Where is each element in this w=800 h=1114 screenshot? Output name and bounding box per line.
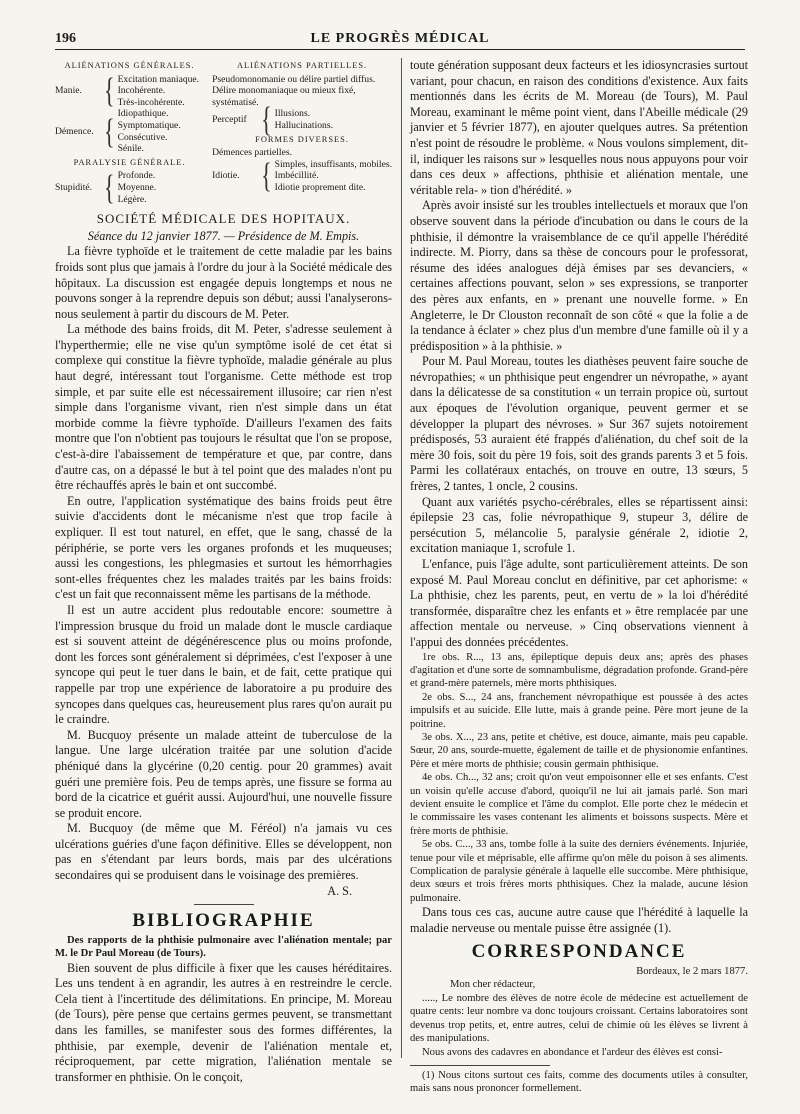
article-paragraph: M. Bucquoy (de même que M. Féréol) n'a jamais vu ces ulcérations guéries d'une façon définitive. Elles se développent, non pas en s'étendant par leurs bords, mais par des ulcérations secondaires qui se produisent dans le voisinage des premières. — [55, 821, 392, 883]
article-paragraph: Il est un autre accident plus redoutable encore: soumettre à l'impression brusque du froid un malade dont le muscle cardiaque est si souvent atteint de dégénérescence plus ou moins profonde, dont les forces sont généralement si déprimées, c'est l'exposer à une syncope qui peut le tuer dans le bain, et de fait, cette pratique qui rappelle par trop une expérience de laboratoire a pu produire des syncopes dans quelques cas, heureusement plus rares qu'on aurait pu le craindre. — [55, 602, 392, 727]
group-dementia — [55, 108, 204, 154]
classification-line: Délire monomaniaque ou mieux fixé, systématisé. — [212, 85, 356, 108]
group-item: Moyenne. — [117, 181, 157, 193]
article-paragraph: Quant aux variétés psycho-cérébrales, elles se répartissent ainsi: épilepsie 23 cas, folie névropathique 9, stupeur 3, délire de persécution 5, mélancolie 5, paralysie générale 2, idiotie 2, excitation maniaque 1, scrofule 1. — [410, 494, 748, 556]
article-paragraph: La fièvre typhoïde et le traitement de cette maladie par les bains froids sont plus que jamais à l'ordre du jour à la Société médicale des hôpitaux. La discussion est engagée depuis longtemps et nous ne pouvons songer à la reprendre depuis son début; aussi l'analyserons-nous seulement à partir du discours de M. Peter. — [55, 244, 392, 321]
group-item: Légère. — [117, 193, 147, 205]
section-title: BIBLIOGRAPHIE — [132, 910, 315, 932]
classification-heading: ALIÉNATIONS GÉNÉRALES. — [64, 61, 195, 70]
letter-paragraph: Nous avons des cadavres en abondance et l'ardeur des élèves est consi- — [422, 1046, 723, 1058]
classification-heading: PARALYSIE GÉNÉRALE. — [73, 157, 186, 167]
journal-title: LE PROGRÈS MÉDICAL — [310, 31, 490, 46]
signature: A. S. — [327, 883, 352, 898]
footnote-rule — [410, 1065, 550, 1066]
group-item: Idiotie proprement dite. — [274, 181, 366, 193]
article-paragraph: Après avoir insisté sur les troubles intellectuels et moraux que l'on observe souvent dans la période d'incubation ou dans le cours de la phthisie, il démontre la vraisemblance de ce qu'il appelle l'hérédité indirecte. M. Piorry, dans sa thèse de concours pour le professorat, résume des idées analogues déjà émises par ses devanciers, « certaines affections pouvant, selon » ses expressions, se tranporter des pères aux enfants, en » prenant une nouvelle forme. » En Angleterre, le Dr Clouston reconnaît de son côté « que la folie a de la tendance à éclater » chez plus d'un membre d'une famille où il y a prédisposition » à la phthisie. » — [410, 198, 748, 353]
divider — [194, 904, 254, 905]
group-item: Idiopathique. — [117, 108, 169, 120]
group-item: Excitation maniaque. — [117, 73, 200, 85]
classification-line: Pseudomonomanie ou délire partiel diffus. — [212, 73, 376, 85]
group-mania — [55, 70, 204, 111]
group-item: Très-incohérente. — [117, 96, 185, 108]
classification-heading: FORMES DIVERSES. — [255, 134, 349, 144]
group-item: Consécutive. — [117, 131, 168, 143]
group-name: Manie. — [55, 85, 82, 97]
group-item: Profonde. — [117, 170, 156, 182]
observation: 5e obs. C..., 33 ans, tombe folle à la suite des derniers événements. Injuriée, tenue pour vile et méprisable, elle affirme qu'on mêle du poison à ses aliments. Complication de paralysie générale à laquelle elle succombe. Mère phthisique, deux sœurs et trois frères morts phthisiques. Chez la malade, aucune lésion pulmonaire. — [410, 839, 748, 904]
brace-icon: { — [261, 155, 272, 196]
group-stupidity — [55, 166, 204, 207]
observation: 3e obs. X..., 23 ans, petite et chétive, est douce, aimante, mais peu capable. Sœur, 20 ans, sourde-muette, également de taille et de physionomie enfantines. Père et mère morts de phthisie; cousin germain phthisique. — [410, 732, 748, 770]
column-rule — [401, 58, 402, 1058]
classification-general — [55, 58, 204, 205]
brace-icon: { — [104, 110, 115, 151]
biblio-heading: Des rapports de la phthisie pulmonaire avec l'aliénation mentale; par M. le Dr Paul Moreau (de Tours). — [55, 934, 392, 960]
article-paragraph: Dans tous ces cas, aucune autre cause que l'hérédité à laquelle la maladie nerveuse ou mentale puisse être assignée (1). — [410, 905, 748, 935]
classification-partial — [212, 58, 392, 205]
letter-paragraph: ....., Le nombre des élèves de notre école de médecine est actuellement de quatre cents: leur nombre va donc toujours croissant. Certains laboratoires sont devenus trop petits, et, entre autres, celui de chimie où les élèves se livrent à des manipulations. — [410, 992, 748, 1045]
classification-heading: ALIÉNATIONS PARTIELLES. — [236, 61, 368, 70]
group-idiotie — [212, 155, 392, 196]
group-name: Stupidité. — [55, 181, 93, 193]
section-title: SOCIÉTÉ MÉDICALE DES HOPITAUX. — [96, 211, 351, 227]
group-item: Hallucinations. — [274, 119, 333, 131]
article-paragraph: Bien souvent de plus difficile à fixer que les causes héréditaires. Les uns tendent à en agrandir, les autres à en restreindre le cercle. Cela tient à l'incertitude des délimitations. En principe, M. Moreau (de Tours), père pense que certains germes peuvent, se transmettant dans les familles, se manifester sous des formes différentes, la phthisie, par exemple, devenir de l'aliénation mentale et, réciproquement, par cette migration, l'aliénation mentale se transformer en phthisie. On le conçoit, — [55, 960, 392, 1084]
section-title: CORRESPONDANCE — [471, 941, 687, 963]
right-column — [410, 58, 748, 1096]
classification-table — [55, 58, 392, 205]
page-header — [55, 31, 745, 50]
group-name: Démence. — [55, 125, 94, 137]
page-number: 196 — [55, 31, 76, 46]
group-name: Perceptif — [212, 114, 247, 126]
brace-icon: { — [261, 99, 272, 140]
article-paragraph: La méthode des bains froids, dit M. Peter, s'adresse seulement à l'hyperthermie; elle ne vise qu'un symptôme isolé de cet état si complexe qui constitue la fièvre typhoïde, maladie générale au plus haut degré, intéressant tout l'organisme. Cette méthode est trop simple, et par suite elle est nécessairement illusoire; car rien n'est simple dans l'organisme vivant, rien n'est simple dans un état morbide comme la fièvre typhoïde. D'ailleurs l'examen des faits montre que l'on n'obtient pas toujours le résultat que l'on se propose, c'est-à-dire l'abaissement de température et que, par contre, dans d'autre cas, on a dépassé le but à tel point que des malades n'ont pu être réchauffés après le bain et ont succombé. — [55, 322, 392, 493]
letter-salutation: Mon cher rédacteur, — [450, 979, 536, 991]
article-paragraph: En outre, l'application systématique des bains froids peut être suivie d'accidents dont le mécanisme n'est que trop facile à expliquer. Il est tout naturel, en effet, que le sang, chassé de la périphérie, se porte vers les organes profonds et les muqueuses; aussi les congestions, les phlegmasies et surtout les hémorrhagies sont-elles fréquentes chez les malades traités par les bains froids: c'est un fait que reconnaissent même les partisans de la méthode. — [55, 493, 392, 602]
article-paragraph: M. Bucquoy présente un malade atteint de tuberculose de la langue. Une large ulcération traitée par une solution d'acide phéniqué dans la glycérine (0,20 centig. pour 20 grammes) avait guéri une première fois. Peu de temps après, une fissure se forma au bord de la cicatrice et guérit aussi. Aujourd'hui, une nouvelle fissure se produit encore. — [55, 727, 392, 820]
observation: 1re obs. R..., 13 ans, épileptique depuis deux ans; après des phases d'agitation et d'une sorte de somnambulisme, dégradation profonde. Grand-père et grand-mère paternels, mère morts phthisiques. — [410, 651, 748, 690]
group-item: Imbécillité. — [274, 170, 319, 182]
article-paragraph: Pour M. Paul Moreau, toutes les diathèses peuvent faire souche de névropathies; « un phthisique peut engendrer un névropathe, » ayant dans la délicatesse de sa constitution « un terrain propice où, surtout aux époques de l'évolution organique, peuvent germer et se développer la plupart des névroses. » Sur 367 sujets notoirement prédisposés, 53 auraient été frappés d'aliénation, du chef soit de la mère 30 fois, soit du père 19 fois, soit des grands parents 3 et 5 fois. Parmi les collatéraux entachés, on trouve en outre, 13 sœurs, 5 frères, 2 tantes, 1 oncle, 2 cousins. — [410, 354, 748, 494]
group-item: Incohérente. — [117, 85, 166, 97]
brace-icon: { — [104, 166, 115, 207]
session-line: Séance du 12 janvier 1877. — Présidence de M. Empis. — [87, 228, 360, 243]
group-item: Symptomatique. — [117, 119, 181, 131]
left-column — [55, 58, 392, 1085]
group-item: Sénile. — [117, 143, 144, 155]
observation: 2e obs. S..., 24 ans, franchement névropathique est poussée à des actes impulsifs et au suicide. Elle lutte, mais à grande peine. Père mort jeune de la poitrine. — [410, 691, 748, 730]
letter-date: Bordeaux, le 2 mars 1877. — [636, 966, 748, 978]
article-paragraph: toute génération supposant deux facteurs et les idiosyncrasies surtout variant, pour chacun, en raison des conditions d'existence. Aux faits mentionnés dans les écrits de M. Moreau (de Tours), M. Paul Moreau, examinant le même point vient, dans l'Abeille médicale (29 janvier et 5 février 1877), en ajouter quelques autres. Sa prétention n'est point de résoudre le problème. « Nous voulons simplement, dit-il, indiquer les raisons sur » lesquelles nous nous appuyons pour voir dans ces deux » affections, phthisie et aliénation mentale, une véritable rela- » tion d'hérédité. » — [410, 58, 748, 197]
group-name: Idiotie. — [212, 170, 240, 182]
group-item: Illusions. — [274, 108, 311, 120]
group-item: Simples, insuffisants, mobiles. — [274, 158, 392, 170]
article-paragraph: L'enfance, puis l'âge adulte, sont particulièrement atteints. De son exposé M. Paul Moreau conclut en définitive, par cet aphorisme: « La phthisie, chez les parents, peut, en vertu de » la loi d'hérédité transformée, disparaître chez les enfants et » être remplacée par une affection mentale ou nerveuse. » Cinq observations viennent à l'appui des données précédentes. — [410, 557, 748, 649]
classification-line: Démences partielles. — [212, 147, 292, 159]
observation: 4e obs. Ch..., 32 ans; croit qu'on veut empoisonner elle et ses enfants. C'est un voisin qu'elle accuse d'abord, quoiqu'il ne lui ait jamais parlé. Son mari devient ensuite le complice et l'âme du complot. Elle porte chez le médecin et le commissaire les vases contenant les aliments et boissons suspects. Mère et frère morts de phthisie. — [410, 772, 748, 837]
brace-icon: { — [104, 70, 115, 111]
footnote: (1) Nous citons surtout ces faits, comme des documents utiles à consulter, mais sans nous prononcer formellement. — [410, 1069, 748, 1095]
